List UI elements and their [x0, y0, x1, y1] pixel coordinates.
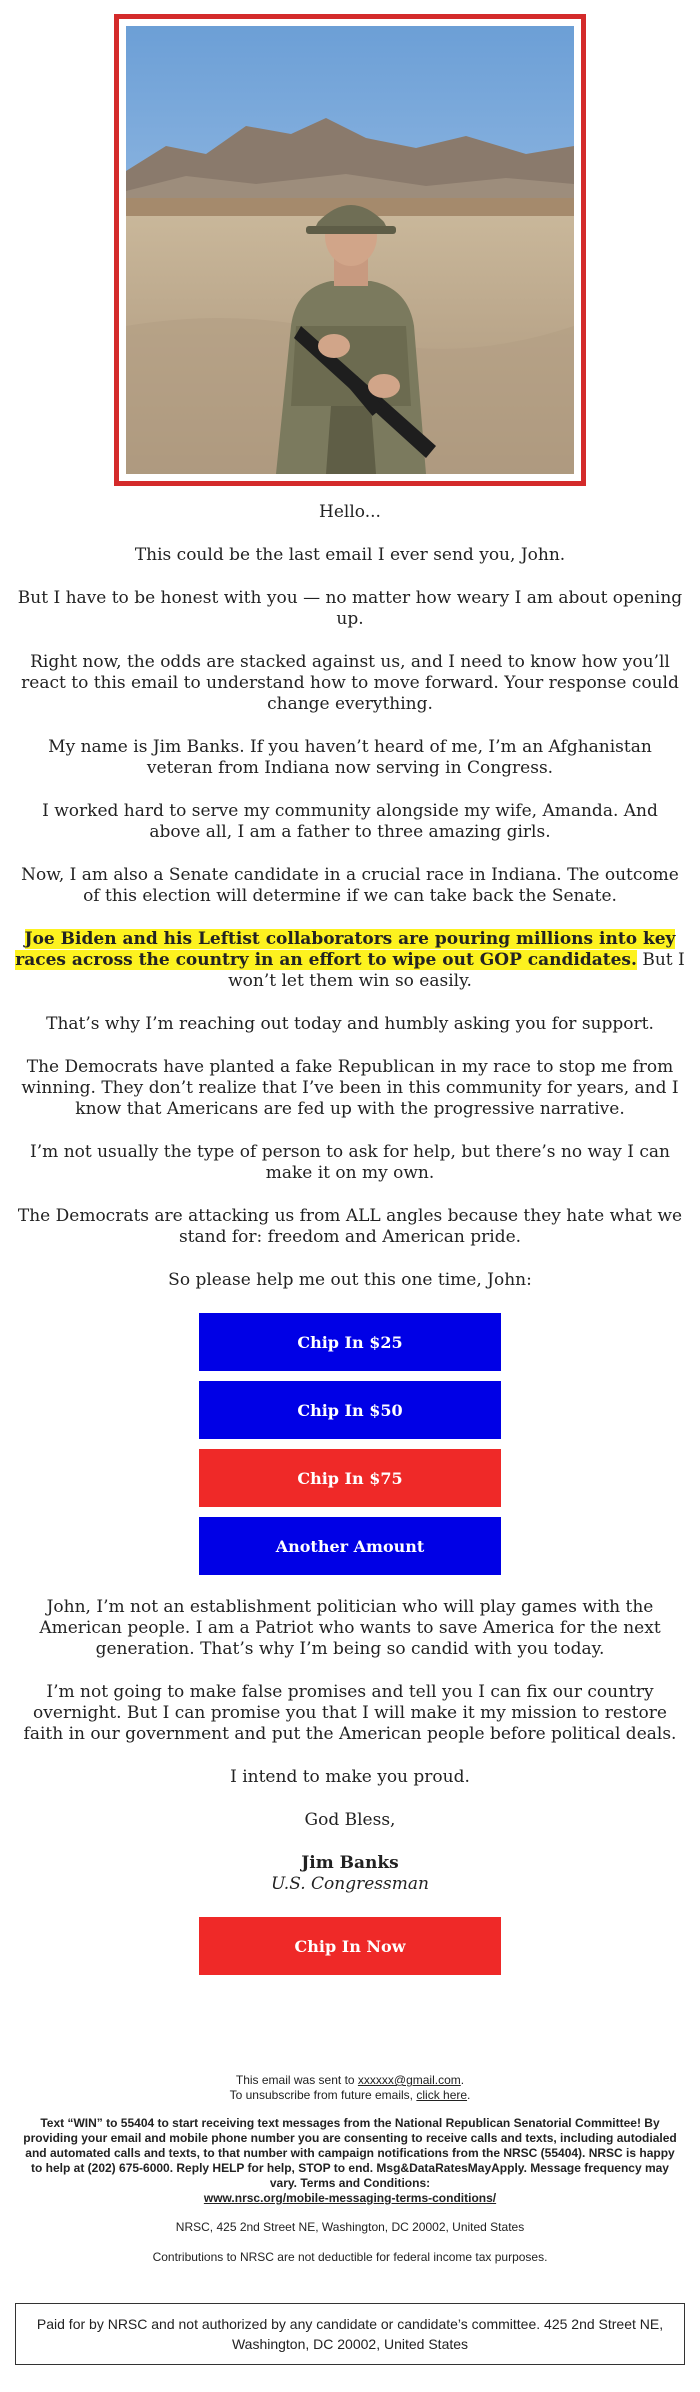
terms-link[interactable]: www.nrsc.org/mobile-messaging-terms-conditions/	[203, 2191, 497, 2205]
paragraph: I intend to make you proud.	[230, 1767, 470, 1787]
email-footer	[18, 2073, 682, 2265]
paragraph-highlighted	[14, 929, 686, 992]
paragraph: Right now, the odds are stacked against us, and I need to know how you’ll react to this email to understand how to move forward. Your response could change everything.	[21, 652, 679, 714]
greeting: Hello...	[319, 502, 381, 522]
hero-photo-frame	[114, 14, 586, 486]
highlighted-text: Joe Biden and his Leftist collaborators are pouring millions into key races across the country in an effort to wipe out GOP candidates.	[15, 929, 676, 970]
chip-in-now-button[interactable]: Chip In Now	[199, 1917, 501, 1975]
paragraph: The Democrats are attacking us from ALL angles because they hate what we stand for: freedom and American pride.	[17, 1206, 683, 1247]
chip-in-50-button[interactable]: Chip In $50	[199, 1381, 501, 1439]
sent-to-line: This email was sent to xxxxxx@gmail.com.	[235, 2073, 465, 2087]
signature-name: Jim Banks	[301, 1853, 399, 1873]
another-amount-button[interactable]: Another Amount	[199, 1517, 501, 1575]
hero-photo	[126, 26, 574, 474]
paragraph: But I have to be honest with you — no matter how weary I am about opening up.	[17, 588, 683, 629]
signature-title: U.S. Congressman	[271, 1874, 429, 1894]
chip-in-25-button[interactable]: Chip In $25	[199, 1313, 501, 1371]
paragraph: I worked hard to serve my community alongside my wife, Amanda. And above all, I am a father to three amazing girls.	[42, 801, 658, 842]
paid-for-disclaimer: Paid for by NRSC and not authorized by any candidate or candidate’s committee. 425 2nd Street NE, Washington, DC 20002, United States	[15, 2303, 685, 2365]
paragraph: That’s why I’m reaching out today and humbly asking you for support.	[46, 1014, 654, 1034]
paragraph: Now, I am also a Senate candidate in a crucial race in Indiana. The outcome of this election will determine if we can take back the Senate.	[21, 865, 679, 906]
paragraph: The Democrats have planted a fake Republican in my race to stop me from winning. They don’t realize that I’ve been in this community for years, and I know that Americans are fed up with the progressive narrative.	[21, 1057, 679, 1119]
unsubscribe-line: To unsubscribe from future emails, click here.	[229, 2088, 471, 2102]
tax-disclaimer: Contributions to NRSC are not deductible for federal income tax purposes.	[152, 2250, 548, 2264]
letter-body	[14, 502, 686, 1985]
postal-address: NRSC, 425 2nd Street NE, Washington, DC 20002, United States	[175, 2220, 525, 2234]
chip-in-75-button[interactable]: Chip In $75	[199, 1449, 501, 1507]
sms-legal-text: Text “WIN” to 55404 to start receiving text messages from the National Republican Senatorial Committee! By providing your email and mobile phone number you are consenting to receive calls and texts, including autodialed and automated calls and texts, to that number with campaign notifications from the NRSC (55404). NRSC is happy to help at (202) 675-6000. Reply HELP for help, STOP to end. Msg&DataRatesMayApply. Message frequency may vary. Terms and Conditions: www.nrsc.org/mobile-messaging-terms-conditions/	[23, 2116, 677, 2205]
paragraph: This could be the last email I ever send you, John.	[134, 545, 566, 565]
paragraph: John, I’m not an establishment politician who will play games with the American people. I am a Patriot who wants to save America for the next generation. That’s why I’m being so candid with you today.	[39, 1597, 661, 1659]
paragraph: I’m not going to make false promises and tell you I can fix our country overnight. But I can promise you that I will make it my mission to restore faith in our government and put the American people before political deals.	[23, 1682, 677, 1744]
recipient-email-link[interactable]: xxxxxx@gmail.com	[357, 2073, 461, 2087]
paragraph: I’m not usually the type of person to ask for help, but there’s no way I can make it on my own.	[30, 1142, 670, 1183]
paragraph: My name is Jim Banks. If you haven’t heard of me, I’m an Afghanistan veteran from Indiana now serving in Congress.	[48, 737, 652, 778]
paragraph: So please help me out this one time, John:	[168, 1270, 532, 1290]
paragraph-text: But I won’t let them win so easily.	[228, 950, 685, 991]
unsubscribe-link[interactable]: click here	[416, 2088, 468, 2102]
closing: God Bless,	[304, 1810, 396, 1830]
